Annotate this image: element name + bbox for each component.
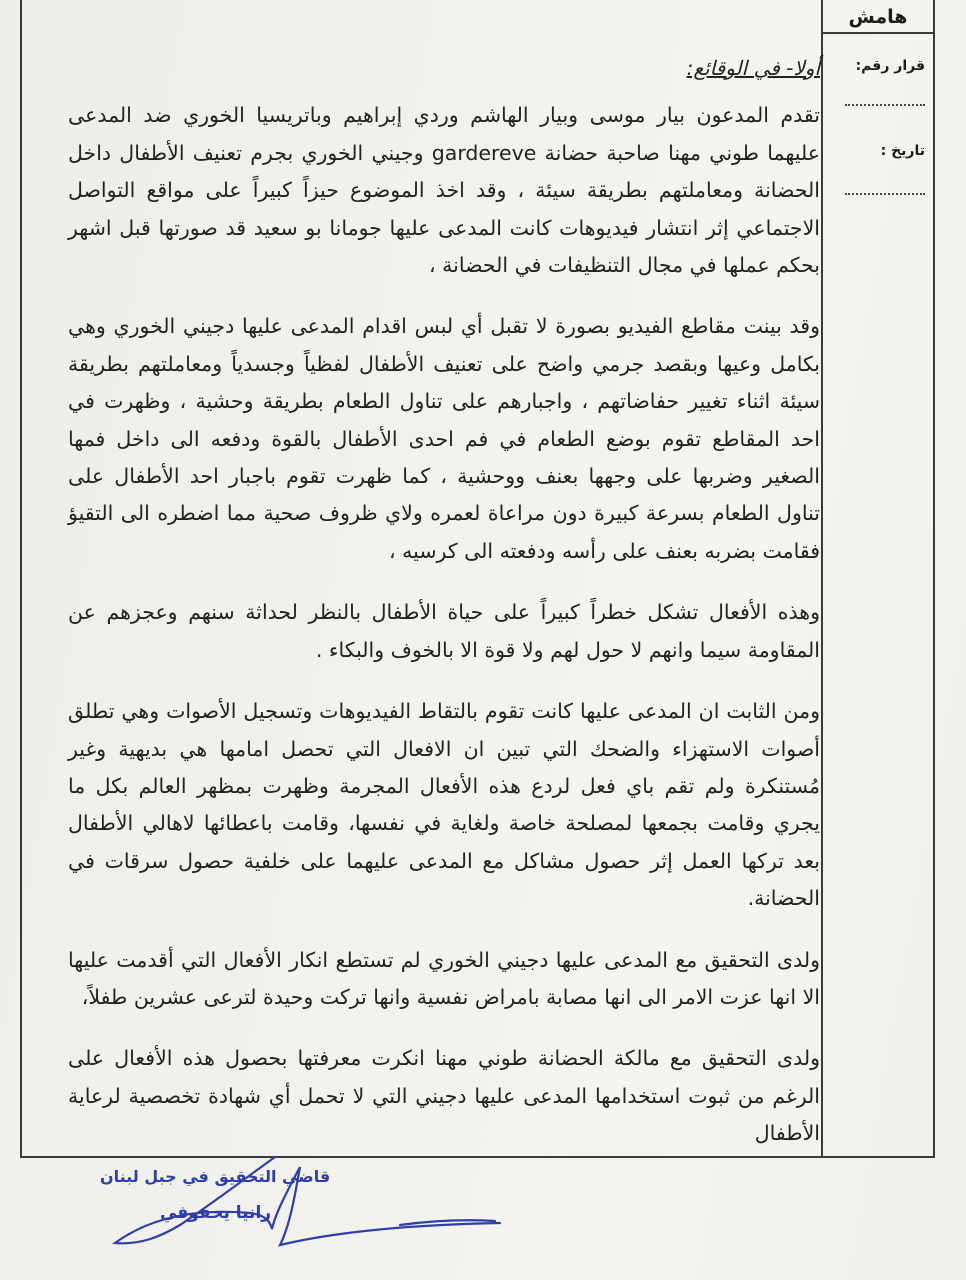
stamp-judge-title: قاضي التحقيق في جبل لبنان: [100, 1167, 331, 1186]
paragraph-1: تقدم المدعون بيار موسى وبيار الهاشم وردي إبراهيم وباتريسيا الخوري ضد المدعى عليهما طوني مهنا صاحبة حضانة gardereve وجيني الخوري بجرم تعنيف الأطفال داخل الحضانة ومعاملتهم بطريقة سيئة ، وقد اخذ الموضوع حيزاً كبيراً على مواقع التواصل الاجتماعي إثر انتشار فيديوهات كانت المدعى عليها جومانا بو سعيد قد صورتها قبل اشهر بحكم عملها في مجال التنظيفات في الحضانة ،: [68, 103, 820, 278]
date-label: تاريخ :: [880, 143, 925, 159]
date-line: [845, 193, 925, 195]
section-heading: أولا- في الوقائع:: [686, 56, 820, 80]
paragraph-3: وهذه الأفعال تشكل خطراً كبيراً على حياة الأطفال بالنظر لحداثة سنهم وعجزهم عن المقاومة سيما وانهم لا حول لهم ولا قوة الا بالخوف والبكاء .: [68, 600, 820, 662]
paragraph-2: وقد بينت مقاطع الفيديو بصورة لا تقبل أي لبس اقدام المدعى عليها دجيني الخوري وهي بكامل وعيها وبقصد جرمي واضح على تعنيف الأطفال لفظياً وجسدياً ومعاملتهم بطريقة سيئة اثناء تغيير حفاضاتهم ، واجبارهم على تناول الطعام بطريقة وحشية ، وظهرت في احد المقاطع تقوم بوضع الطعام في فم احدى الأطفال بالقوة ودفعه الى داخل فمها الصغير وضربها على وجهها بعنف ووحشية ، كما ظهرت تقوم باجبار احد الأطفال على تناول الطعام بسرعة كبيرة دون مراعاة لعمره ولاي ظروف صحية مما اضطره الى التقيؤ فقامت بضربه بعنف على رأسه ودفعته الى كرسيه ،: [68, 314, 820, 563]
decision-number-label: قرار رقم:: [855, 58, 925, 74]
paragraph-4: ومن الثابت ان المدعى عليها كانت تقوم بالتقاط الفيديوهات وتسجيل الأصوات وهي تطلق أصوات الاستهزاء والضحك التي تبين ان الافعال التي تحصل امامها هي بديهية وغير مُستنكرة ولم تقم باي فعل لردع هذه الأفعال المجرمة وظهرت بمظهر العالم بكل ما يجري وقامت بجمعها لمصلحة خاصة ولغاية في نفسها، وقامت باعطائها لاهالي الأطفال بعد تركها العمل إثر حصول مشاكل مع المدعى عليهما على خلفية حصول سرقات في الحضانة.: [68, 699, 820, 911]
paragraph-5: ولدى التحقيق مع المدعى عليها دجيني الخوري لم تستطع انكار الأفعال التي أقدمت عليها الا انها عزت الامر الى انها مصابة بامراض نفسية وانها تركت وحيدة لترعى عشرين طفلاً،: [68, 947, 820, 1009]
handwritten-signature: [100, 1155, 520, 1265]
margin-column: [821, 0, 933, 1156]
margin-title: هامش: [823, 0, 933, 34]
paragraph-6: ولدى التحقيق مع مالكة الحضانة طوني مهنا انكرت معرفتها بحصول هذه الأفعال على الرغم من ثبوت استخدامها المدعى عليها دجيني التي لا تحمل أي شهادة تخصصية لرعاية الأطفال: [68, 1046, 820, 1146]
stamp-judge-name: رانيا يحفوفي: [160, 1203, 272, 1223]
decision-number-line: [845, 104, 925, 106]
document-body: [68, 50, 820, 1153]
signature-block: [100, 1155, 520, 1265]
